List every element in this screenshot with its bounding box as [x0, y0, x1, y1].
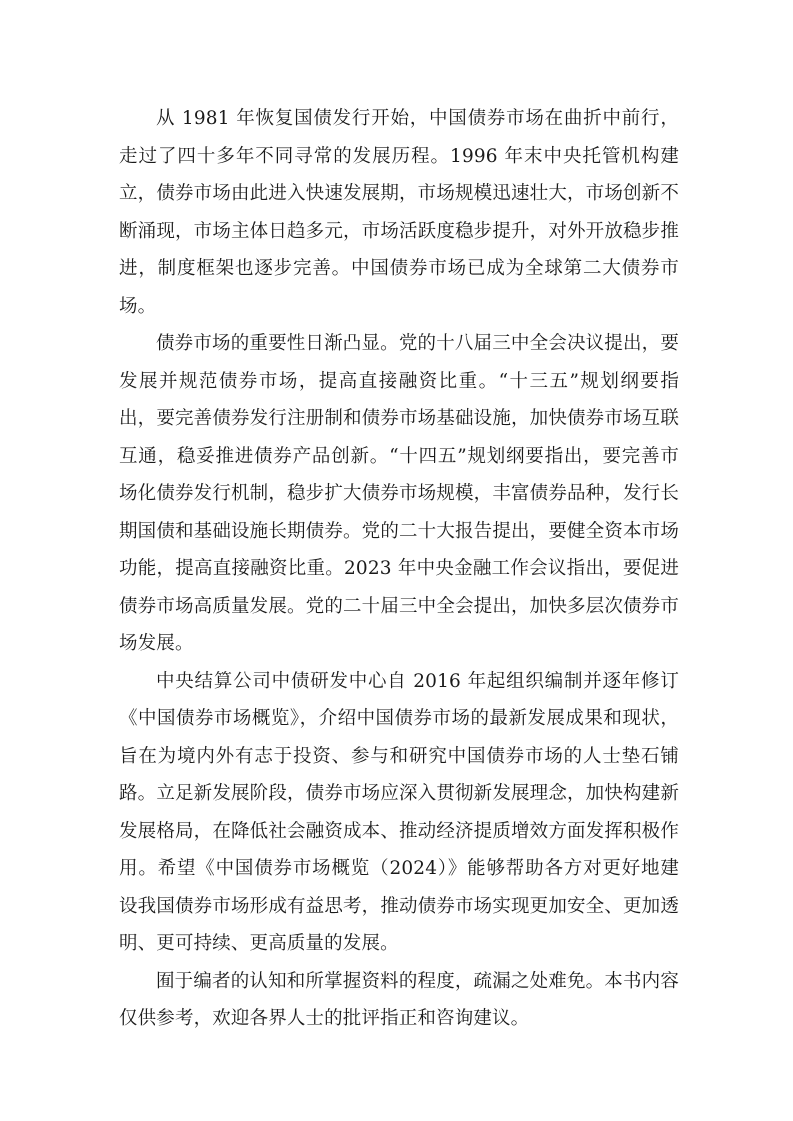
paragraph-disclaimer: 囿于编者的认知和所掌握资料的程度，疏漏之处难免。本书内容仅供参考，欢迎各界人士的批评指正和咨询建议。	[119, 970, 679, 1029]
paragraph-bond-market-importance: 债券市场的重要性日渐凸显。党的十八届三中全会决议提出，要发展并规范债券市场，提高直接融资比重。“十三五”规划纲要指出，要完善债券发行注册制和债券市场基础设施，加快债券市场互联互通，稳妥推进债券产品创新。“十四五”规划纲要指出，要完善市场化债券发行机制，稳步扩大债券市场规模，丰富债券品种，发行长期国债和基础设施长期债券。党的二十大报告提出，要健全资本市场功能，提高直接融资比重。2023 年中央金融工作会议指出，要促进债券市场高质量发展。党的二十届三中全会提出，加快多层次债券市场发展。	[119, 333, 679, 654]
body-text	[119, 100, 679, 1038]
paragraph-bond-market-history: 从 1981 年恢复国债发行开始，中国债券市场在曲折中前行，走过了四十多年不同寻常的发展历程。1996 年末中央托管机构建立，债券市场由此进入快速发展期，市场规模迅速壮大，市场创新不断涌现，市场主体日趋多元，市场活跃度稳步提升，对外开放稳步推进，制度框架也逐步完善。中国债券市场已成为全球第二大债券市场。	[119, 108, 679, 317]
paragraph-book-purpose: 中央结算公司中债研发中心自 2016 年起组织编制并逐年修订《中国债券市场概览》，介绍中国债券市场的最新发展成果和现状，旨在为境内外有志于投资、参与和研究中国债券市场的人士垫石铺路。立足新发展阶段，债券市场应深入贯彻新发展理念，加快构建新发展格局，在降低社会融资成本、推动经济提质增效方面发挥积极作用。希望《中国债券市场概览（2024）》能够帮助各方对更好地建设我国债券市场形成有益思考，推动债券市场实现更加安全、更加透明、更可持续、更高质量的发展。	[119, 670, 679, 954]
